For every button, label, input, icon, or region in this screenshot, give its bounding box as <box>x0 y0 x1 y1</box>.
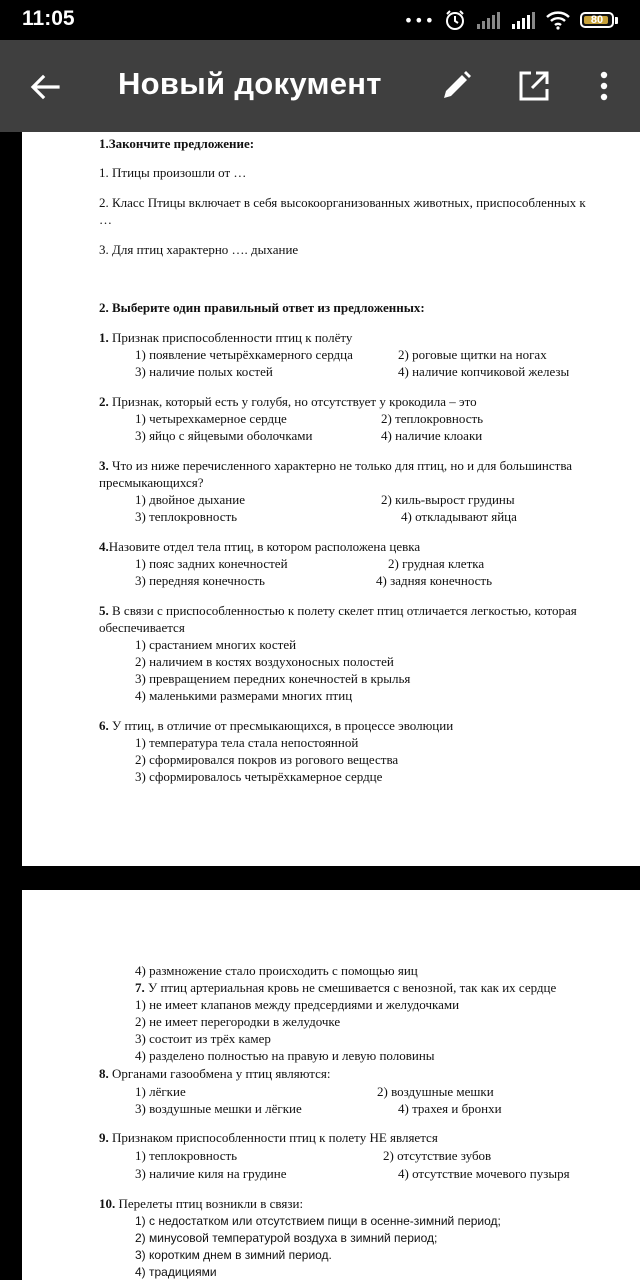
battery-level: 80 <box>590 14 604 26</box>
question-number: 6. <box>99 718 109 733</box>
answer-option: 2) теплокровность <box>381 411 484 426</box>
question-2 <box>99 394 477 410</box>
question-number: 3. <box>99 458 109 473</box>
question-text: Назовите отдел тела птиц, в котором расположена цевка <box>108 539 421 554</box>
question-7 <box>135 980 556 996</box>
alarm-icon <box>444 9 466 31</box>
question-4 <box>99 539 420 555</box>
answer-option: 4) разделено полностью на правую и левую половины <box>135 1048 435 1063</box>
section2-heading: 2. Выберите один правильный ответ из предложенных: <box>99 300 425 315</box>
answer-option: 3) наличие киля на грудине <box>135 1166 287 1181</box>
answer-option: 3) превращением передних конечностей в крылья <box>135 671 411 686</box>
question-9 <box>99 1130 438 1146</box>
open-in-new-icon[interactable] <box>516 68 552 104</box>
question-text-cont: обеспечивается <box>99 620 185 635</box>
document-title: Новый документ <box>118 66 382 101</box>
more-vert-icon[interactable] <box>586 68 622 104</box>
answer-option: 2) грудная клетка <box>388 556 485 571</box>
document-page-2 <box>22 890 640 1280</box>
question-5 <box>99 603 577 619</box>
question-text-cont: пресмыкающихся? <box>99 475 204 490</box>
section1-item: 1. Птицы произошли от … <box>99 165 247 180</box>
question-3 <box>99 458 572 474</box>
answer-option: 1) лёгкие <box>135 1084 186 1099</box>
answer-option: 1) не имеет клапанов между предсердиями и желудочками <box>135 997 460 1012</box>
answer-option: 2) киль-вырост грудины <box>381 492 515 507</box>
answer-option: 3) теплокровность <box>135 509 238 524</box>
answer-option: 4) откладывают яйца <box>401 509 517 524</box>
signal-sim2-icon <box>510 10 536 30</box>
answer-option: 1) с недостатком или отсутствием пищи в осенне-зимний период; <box>135 1214 501 1228</box>
question-text: В связи с приспособленностью к полету скелет птиц отличается легкостью, которая <box>112 603 577 618</box>
question-number: 2. <box>99 394 109 409</box>
answer-option: 2) роговые щитки на ногах <box>398 347 547 362</box>
question-text: Органами газообмена у птиц являются: <box>112 1066 331 1081</box>
answer-option: 4) размножение стало происходить с помощью яиц <box>135 963 418 978</box>
answer-option: 1) теплокровность <box>135 1148 238 1163</box>
status-time: 11:05 <box>22 7 75 30</box>
answer-option: 1) температура тела стала непостоянной <box>135 735 359 750</box>
answer-option: 4) отсутствие мочевого пузыря <box>398 1166 570 1181</box>
back-arrow-icon[interactable] <box>28 70 62 104</box>
question-text: Признак приспособленности птиц к полёту <box>112 330 353 345</box>
answer-option: 1) пояс задних конечностей <box>135 556 288 571</box>
app-bar <box>0 40 640 132</box>
question-text: Признак, который есть у голубя, но отсутствует у крокодила – это <box>112 394 477 409</box>
question-1 <box>99 330 352 346</box>
answer-option: 2) отсутствие зубов <box>383 1148 492 1163</box>
answer-option: 4) трахея и бронхи <box>398 1101 502 1116</box>
question-number: 9. <box>99 1130 109 1145</box>
battery-icon <box>580 12 618 28</box>
edit-pencil-icon[interactable] <box>438 68 474 104</box>
question-number: 8. <box>99 1066 109 1081</box>
answer-option: 2) не имеет перегородки в желудочке <box>135 1014 341 1029</box>
answer-option: 1) четырехкамерное сердце <box>135 411 287 426</box>
answer-option: 2) минусовой температурой воздуха в зимний период; <box>135 1231 438 1245</box>
section1-heading: 1.Закончите предложение: <box>99 136 255 151</box>
question-text: У птиц артериальная кровь не смешивается с венозной, так как их сердце <box>148 980 557 995</box>
answer-option: 3) коротким днем в зимний период. <box>135 1248 332 1262</box>
answer-option: 3) передняя конечность <box>135 573 265 588</box>
question-number: 4. <box>99 539 109 554</box>
answer-option: 4) традициями <box>135 1265 217 1279</box>
answer-option: 1) двойное дыхание <box>135 492 245 507</box>
signal-sim1-icon <box>475 10 501 30</box>
question-6 <box>99 718 453 734</box>
status-icons <box>404 8 618 32</box>
answer-option: 4) наличие клоаки <box>381 428 483 443</box>
answer-option: 4) маленькими размерами многих птиц <box>135 688 353 703</box>
answer-option: 3) яйцо с яйцевыми оболочками <box>135 428 313 443</box>
question-text: Перелеты птиц возникли в связи: <box>118 1196 304 1211</box>
answer-option: 3) наличие полых костей <box>135 364 273 379</box>
answer-option: 4) задняя конечность <box>376 573 493 588</box>
answer-option: 2) воздушные мешки <box>377 1084 494 1099</box>
question-text: Признаком приспособленности птиц к полету НЕ является <box>112 1130 438 1145</box>
document-page-1 <box>22 132 640 866</box>
question-8 <box>99 1066 330 1082</box>
answer-option: 4) наличие копчиковой железы <box>398 364 570 379</box>
answer-option: 1) появление четырёхкамерного сердца <box>135 347 353 362</box>
answer-option: 3) воздушные мешки и лёгкие <box>135 1101 302 1116</box>
question-number: 7. <box>135 980 145 995</box>
wifi-icon <box>545 10 571 30</box>
question-text: Что из ниже перечисленного характерно не только для птиц, но и для большинства <box>112 458 573 473</box>
question-text: У птиц, в отличие от пресмыкающихся, в процессе эволюции <box>112 718 454 733</box>
more-notifications-icon: ••• <box>403 10 435 30</box>
section1-item: 3. Для птиц характерно …. дыхание <box>99 242 299 257</box>
section1-item-cont: … <box>99 212 112 227</box>
answer-option: 2) сформировался покров из рогового вещества <box>135 752 399 767</box>
answer-option: 3) сформировалось четырёхкамерное сердце <box>135 769 383 784</box>
section1-item: 2. Класс Птицы включает в себя высокоорганизованных животных, приспособленных к <box>99 195 586 210</box>
answer-option: 1) срастанием многих костей <box>135 637 297 652</box>
question-number: 1. <box>99 330 109 345</box>
question-10 <box>99 1196 303 1212</box>
question-number: 5. <box>99 603 109 618</box>
answer-option: 2) наличием в костях воздухоносных полостей <box>135 654 394 669</box>
answer-option: 3) состоит из трёх камер <box>135 1031 271 1046</box>
question-number: 10. <box>99 1196 116 1211</box>
status-bar <box>0 0 640 40</box>
